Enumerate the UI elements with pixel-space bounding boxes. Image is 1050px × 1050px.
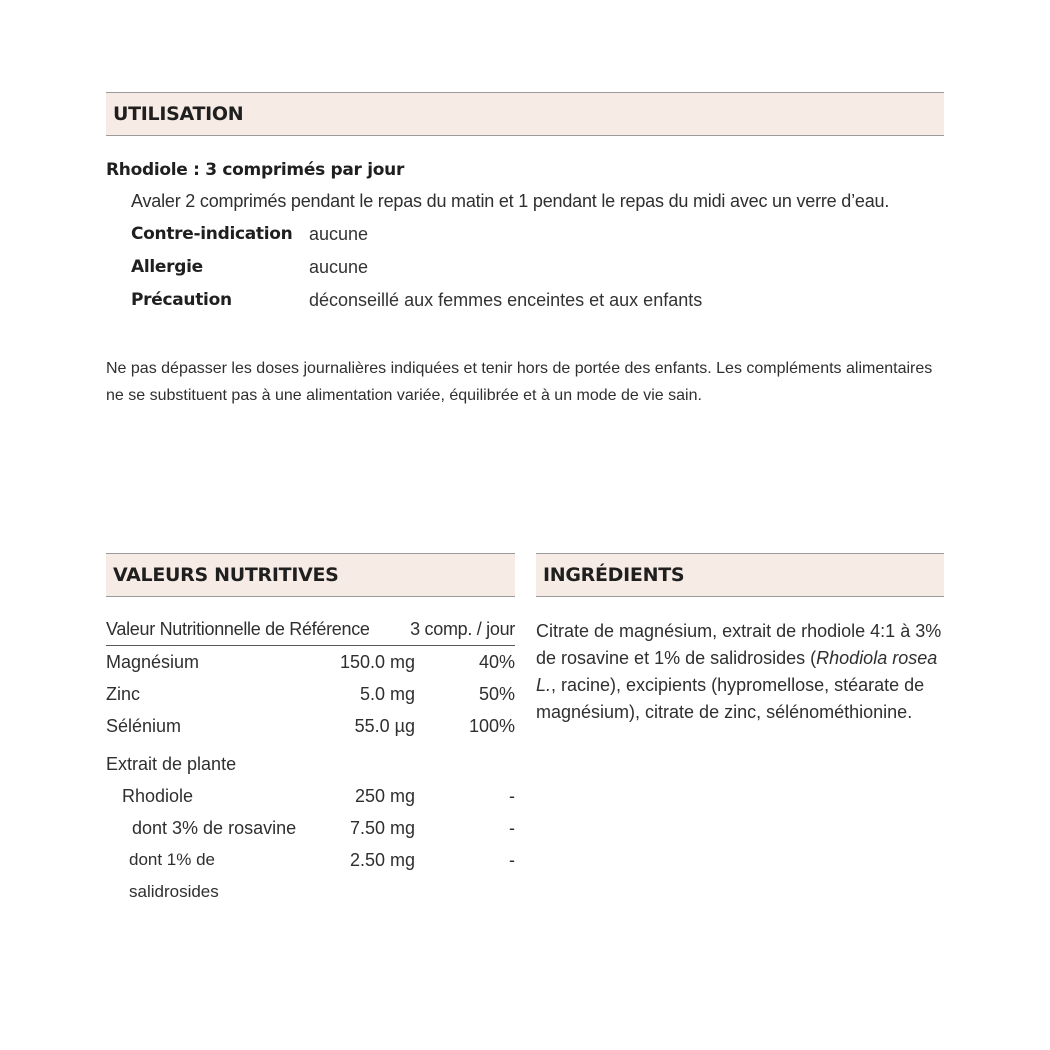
nutrient-name: Zinc <box>106 684 141 704</box>
ingredients-latin-name: Rhodiola rosea L. <box>536 648 938 695</box>
nutrient-amount: 2.50 mg <box>349 850 415 870</box>
table-row <box>106 812 515 844</box>
nutrient-amount: 250 mg <box>354 786 415 806</box>
usage-row-value: aucune <box>309 257 369 277</box>
nutrient-amount: 55.0 µg <box>354 716 415 736</box>
warning-text: Ne pas dépasser les doses journalières indiquées et tenir hors de portée des enfants. Les compléments alimentaires ne se substituent pas à une alimentation variée, équilibrée et à un mode de vie sain. <box>106 360 933 404</box>
usage-row-label: Précaution <box>131 290 232 310</box>
nutrition-table <box>106 614 515 901</box>
nutrition-col-dose: 3 comp. / jour <box>410 619 515 639</box>
usage-row-label: Contre-indication <box>131 224 293 244</box>
usage-row-allergy <box>131 251 966 284</box>
usage-row-value: déconseillé aux femmes enceintes et aux enfants <box>309 290 703 310</box>
ingredients-section-header <box>536 553 944 597</box>
nutrition-section-header <box>106 553 515 597</box>
table-row <box>106 646 515 678</box>
nutrient-amount: 150.0 mg <box>339 652 415 672</box>
usage-instruction: Avaler 2 comprimés pendant le repas du matin et 1 pendant le repas du midi avec un verre d’eau. <box>131 191 890 211</box>
usage-header-title: UTILISATION <box>113 103 244 125</box>
nutrient-name: Rhodiole <box>122 786 194 806</box>
nutrition-col-reference: Valeur Nutritionnelle de Référence <box>106 619 370 639</box>
nutrient-percent: 50% <box>478 684 515 704</box>
usage-row-value: aucune <box>309 224 369 244</box>
nutrient-percent: 40% <box>478 652 515 672</box>
table-row <box>106 780 515 812</box>
nutrient-name: dont 1% de salidrosides <box>129 850 219 901</box>
table-row <box>106 844 515 901</box>
ingredients-header-title: INGRÉDIENTS <box>543 564 685 586</box>
plant-extract-label: Extrait de plante <box>106 754 237 774</box>
nutrient-amount: 5.0 mg <box>359 684 415 704</box>
nutrient-name: dont 3% de rosavine <box>132 818 297 838</box>
nutrient-name: Magnésium <box>106 652 200 672</box>
nutrient-percent: 100% <box>468 716 515 736</box>
nutrition-table-header <box>106 614 515 646</box>
usage-section <box>106 156 966 317</box>
ingredients-text-before: Citrate de magnésium, extrait de rhodiole 4:1 à 3% de rosavine et 1% de salidrosides ( <box>536 621 942 668</box>
nutrient-percent: - <box>509 850 515 870</box>
usage-row-contraindication <box>131 218 966 251</box>
table-row <box>106 710 515 742</box>
usage-section-header <box>106 92 944 136</box>
ingredients-text-after: , racine), excipients (hypromellose, stéarate de magnésium), citrate de zinc, sélénométhionine. <box>536 675 925 722</box>
nutrient-name: Sélénium <box>106 716 182 736</box>
nutrient-percent: - <box>509 786 515 806</box>
nutrient-amount: 7.50 mg <box>349 818 415 838</box>
usage-row-label: Allergie <box>131 257 203 277</box>
ingredients-text <box>536 618 948 726</box>
nutrient-percent: - <box>509 818 515 838</box>
usage-row-precaution <box>131 284 966 317</box>
usage-dosage-title: Rhodiole : 3 comprimés par jour <box>106 160 405 180</box>
nutrition-header-title: VALEURS NUTRITIVES <box>113 564 339 586</box>
table-row <box>106 678 515 710</box>
